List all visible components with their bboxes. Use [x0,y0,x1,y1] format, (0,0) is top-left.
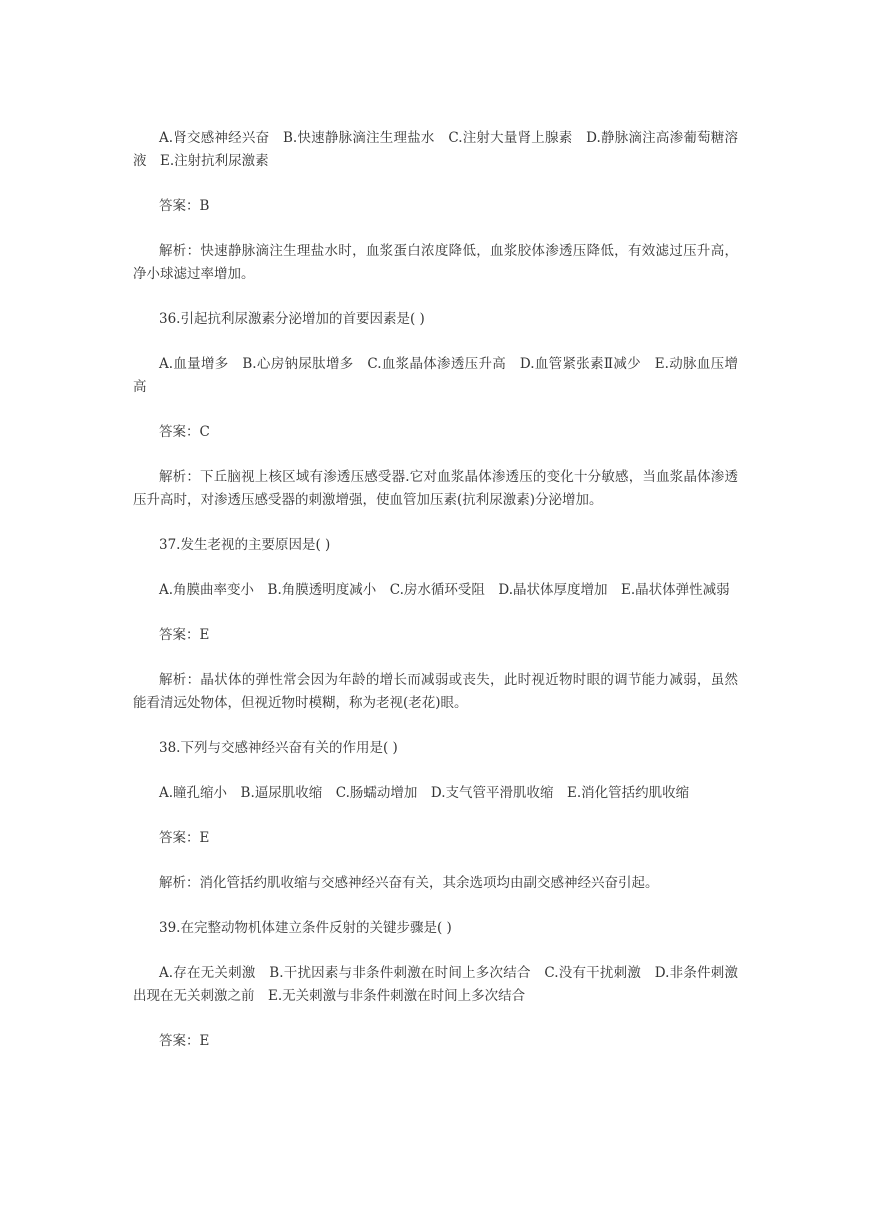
q37-answer: 答案：E [159,627,210,643]
q35-explanation: 解析：快速静脉滴注生理盐水时，血浆蛋白浓度降低，血浆胶体渗透压降低，有效滤过压升高，净小球滤过率增加。 [133,243,738,282]
q39-answer: 答案：E [159,1033,210,1049]
q38-options: A.瞳孔缩小 B.逼尿肌收缩 C.肠蠕动增加 D.支气管平滑肌收缩 E.消化管括约肌收缩 [159,785,690,801]
q39-question: 39.在完整动物机体建立条件反射的关键步骤是( ) [159,920,452,936]
q35-answer: 答案：B [159,198,210,214]
q38-question: 38.下列与交感神经兴奋有关的作用是( ) [159,740,398,756]
q37-explanation: 解析：晶状体的弹性常会因为年龄的增长而减弱或丧失，此时视近物时眼的调节能力减弱，虽然能看清远处物体，但视近物时模糊，称为老视(老花)眼。 [133,672,738,711]
q36-explanation: 解析：下丘脑视上核区域有渗透压感受器.它对血浆晶体渗透压的变化十分敏感，当血浆晶体渗透压升高时，对渗透压感受器的刺激增强，使血管加压素(抗利尿激素)分泌增加。 [133,469,738,508]
q36-options: A.血量增多 B.心房钠尿肽增多 C.血浆晶体渗透压升高 D.血管紧张素Ⅱ减少 E.动脉血压增高 [133,356,738,395]
q36-answer: 答案：C [159,424,210,440]
q35-options: A.肾交感神经兴奋 B.快速静脉滴注生理盐水 C.注射大量肾上腺素 D.静脉滴注高渗葡萄糖溶液 E.注射抗利尿激素 [133,130,738,169]
q37-question: 37.发生老视的主要原因是( ) [159,537,331,553]
q37-options: A.角膜曲率变小 B.角膜透明度减小 C.房水循环受阻 D.晶状体厚度增加 E.晶状体弹性减弱 [159,582,730,598]
q38-explanation: 解析：消化管括约肌收缩与交感神经兴奋有关，其余选项均由副交感神经兴奋引起。 [159,875,659,891]
q38-answer: 答案：E [159,830,210,846]
document-body [133,127,738,1075]
q36-question: 36.引起抗利尿激素分泌增加的首要因素是( ) [159,311,425,327]
q39-options: A.存在无关刺激 B.干扰因素与非条件刺激在时间上多次结合 C.没有干扰刺激 D.非条件刺激出现在无关刺激之前 E.无关刺激与非条件刺激在时间上多次结合 [133,965,738,1004]
